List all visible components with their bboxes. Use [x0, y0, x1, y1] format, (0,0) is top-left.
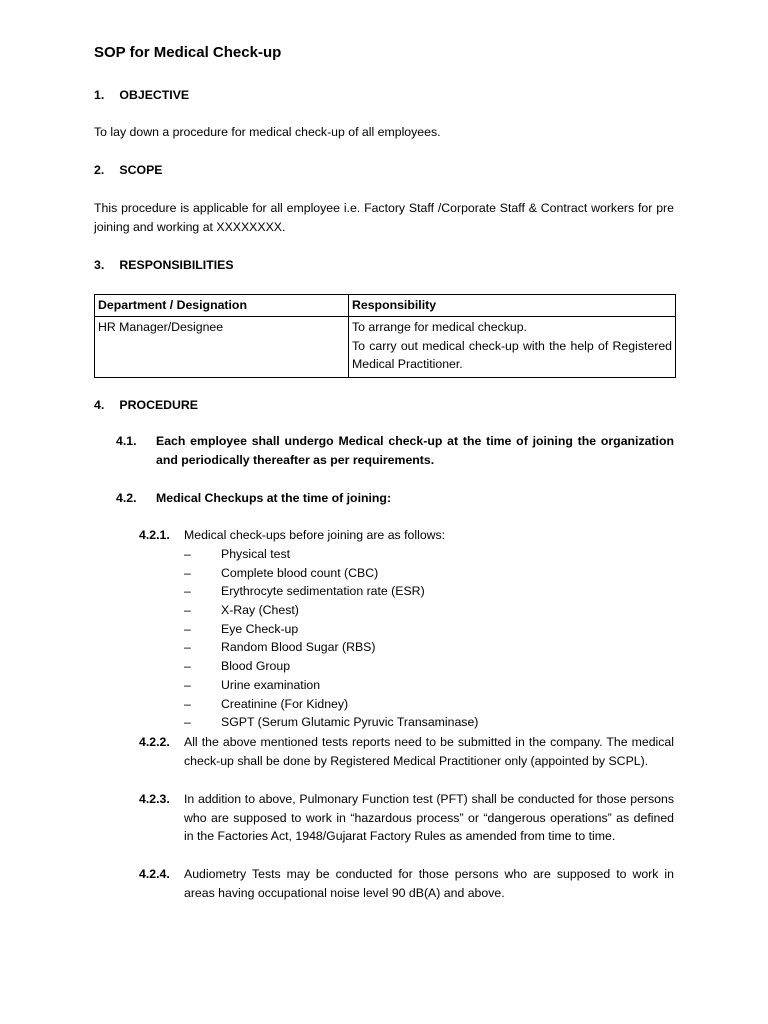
section-heading: RESPONSIBILITIES: [119, 258, 234, 272]
section-objective-heading: [94, 86, 189, 105]
section-number: 4.: [94, 398, 105, 412]
dash-marker: –: [184, 659, 191, 674]
responsibility-table: [94, 294, 676, 378]
list-item-text: Random Blood Sugar (RBS): [221, 640, 376, 655]
clause-number: 4.2.2.: [139, 735, 170, 749]
clause-4-1-text: Each employee shall undergo Medical check-up at the time of joining the organization and periodically thereafter as per requirements.: [156, 434, 674, 467]
list-item-text: Blood Group: [221, 659, 291, 674]
list-item: [184, 620, 478, 639]
section-number: 2.: [94, 163, 105, 177]
section-heading: SCOPE: [119, 163, 163, 177]
dash-marker: –: [184, 677, 191, 692]
clause-4-2-2-text: All the above mentioned tests reports need to be submitted in the company. The medical check-up shall be done by Registered Medical Practitioner only (appointed by SCPL).: [184, 735, 674, 768]
section-number: 3.: [94, 258, 105, 272]
clause-4-2-text: Medical Checkups at the time of joining:: [156, 491, 392, 505]
section-number: 1.: [94, 88, 105, 102]
objective-text: To lay down a procedure for medical check-up of all employees.: [94, 125, 441, 139]
page-title: SOP for Medical Check-up: [94, 44, 282, 61]
section-heading: OBJECTIVE: [119, 88, 190, 102]
list-item-text: Urine examination: [221, 677, 321, 692]
dash-marker: –: [184, 584, 191, 599]
list-item: [184, 676, 478, 695]
dash-marker: –: [184, 621, 191, 636]
clause-4-2-1-text: Medical check-ups before joining are as follows:: [184, 528, 446, 542]
table-header-responsibility: Responsibility: [349, 295, 676, 317]
list-item: [184, 638, 478, 657]
responsibility-line-2: To carry out medical check-up with the help of Registered Medical Practitioner.: [352, 338, 672, 372]
list-item: [184, 601, 478, 620]
section-scope-heading: [94, 161, 162, 180]
clause-number: 4.2.: [116, 491, 137, 505]
dash-marker: –: [184, 603, 191, 618]
clause-number: 4.1.: [116, 434, 137, 448]
list-item: [184, 545, 478, 564]
table-row: [95, 317, 676, 378]
list-item-text: X-Ray (Chest): [221, 603, 299, 618]
clause-number: 4.2.1.: [139, 528, 170, 542]
list-item-text: Physical test: [221, 547, 291, 561]
list-item: [184, 564, 478, 583]
list-item: [184, 657, 478, 676]
dash-marker: –: [184, 565, 191, 580]
list-item-text: SGPT (Serum Glutamic Pyruvic Transaminase): [221, 715, 479, 730]
responsibility-line-1: To arrange for medical checkup.: [352, 320, 527, 334]
list-item: [184, 582, 478, 601]
dash-marker: –: [184, 715, 191, 730]
medical-test-list: [184, 545, 478, 732]
table-header-row: [95, 295, 676, 317]
clause-number: 4.2.4.: [139, 867, 170, 881]
section-heading: PROCEDURE: [119, 398, 198, 412]
clause-4-2-3-text: In addition to above, Pulmonary Function test (PFT) shall be conducted for those persons who are supposed to work in “hazardous process” or “dangerous operations” as defined in the Factories Act, 1948/Gujarat Factory Rules as amended from time to time.: [184, 792, 674, 844]
dash-marker: –: [184, 547, 191, 561]
clause-number: 4.2.3.: [139, 792, 170, 806]
list-item: [184, 695, 478, 714]
table-cell-department: HR Manager/Designee: [95, 317, 349, 378]
section-procedure-heading: [94, 396, 198, 415]
table-header-department: Department / Designation: [95, 295, 349, 317]
dash-marker: –: [184, 640, 191, 655]
clause-4-2-4-text: Audiometry Tests may be conducted for those persons who are supposed to work in areas having occupational noise level 90 dB(A) and above.: [184, 867, 674, 900]
list-item-text: Erythrocyte sedimentation rate (ESR): [221, 584, 425, 599]
list-item-text: Creatinine (For Kidney): [221, 696, 349, 711]
list-item-text: Complete blood count (CBC): [221, 565, 379, 580]
table-cell-responsibility: [349, 317, 676, 378]
list-item-text: Eye Check-up: [221, 621, 299, 636]
list-item: [184, 713, 478, 732]
scope-text: This procedure is applicable for all employee i.e. Factory Staff /Corporate Staff & Contract workers for pre joining and working at XXXXXXXX.: [94, 201, 674, 234]
section-responsibilities-heading: [94, 256, 234, 275]
dash-marker: –: [184, 696, 191, 711]
